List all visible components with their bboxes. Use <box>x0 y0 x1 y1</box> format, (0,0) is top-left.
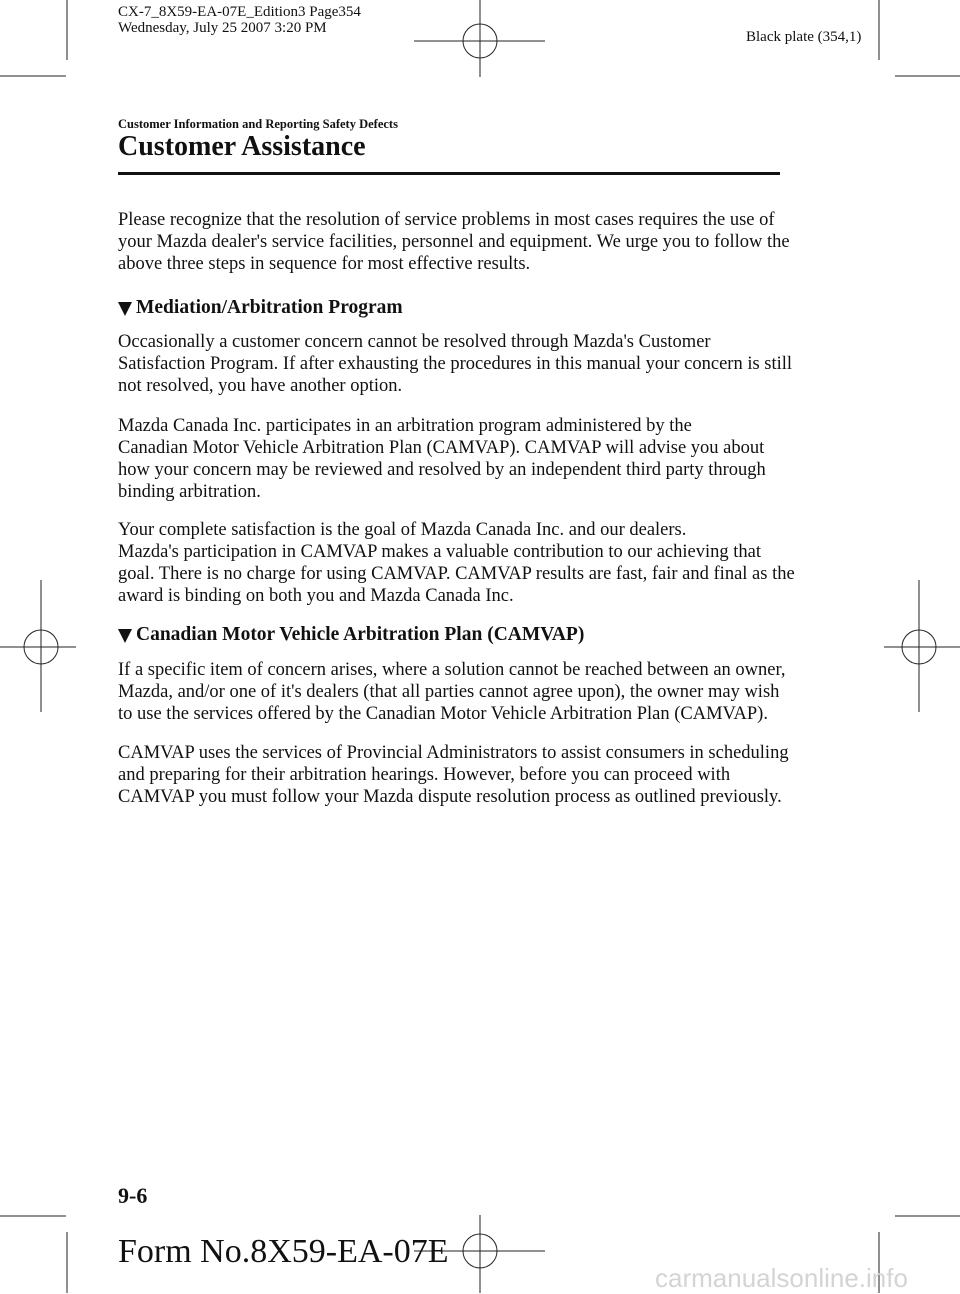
triangle-bullet-icon <box>118 302 132 316</box>
mediation-heading <box>118 297 403 319</box>
camvap-paragraph-2 <box>118 742 818 808</box>
text-line: Mazda Canada Inc. participates in an arbitration program administered by the <box>118 416 692 436</box>
text-line: CAMVAP you must follow your Mazda dispute resolution process as outlined previously. <box>118 787 782 807</box>
text-line: binding arbitration. <box>118 482 261 502</box>
mediation-paragraph-3 <box>118 519 818 607</box>
section-label: Customer Information and Reporting Safety Defects <box>118 117 398 131</box>
page-title: Customer Assistance <box>118 131 366 162</box>
text-line: how your concern may be reviewed and resolved by an independent third party through <box>118 460 766 480</box>
mediation-paragraph-1 <box>118 331 818 397</box>
triangle-bullet-icon <box>118 629 132 643</box>
mediation-heading-text: Mediation/Arbitration Program <box>136 297 403 318</box>
title-rule <box>118 172 780 175</box>
text-line: Occasionally a customer concern cannot be resolved through Mazda's Customer <box>118 332 711 352</box>
mediation-paragraph-2 <box>118 415 818 503</box>
text-line: Your complete satisfaction is the goal of Mazda Canada Inc. and our dealers. <box>118 520 687 540</box>
text-line: above three steps in sequence for most effective results. <box>118 254 531 274</box>
text-line: Please recognize that the resolution of service problems in most cases requires the use of <box>118 210 775 230</box>
text-line: your Mazda dealer's service facilities, personnel and equipment. We urge you to follow the <box>118 232 790 252</box>
camvap-paragraph-1 <box>118 659 818 725</box>
text-line: not resolved, you have another option. <box>118 376 403 396</box>
site-watermark: carmanualsonline.info <box>655 1263 908 1293</box>
text-line: Mazda, and/or one of it's dealers (that all parties cannot agree upon), the owner may wish <box>118 682 780 702</box>
print-date-line: Wednesday, July 25 2007 3:20 PM <box>118 20 327 36</box>
form-number: Form No.8X59-EA-07E <box>118 1233 449 1270</box>
text-line: Mazda's participation in CAMVAP makes a valuable contribution to our achieving that <box>118 542 761 562</box>
text-line: CAMVAP uses the services of Provincial Administrators to assist consumers in scheduling <box>118 743 789 763</box>
page-number: 9-6 <box>118 1183 148 1208</box>
camvap-heading-text: Canadian Motor Vehicle Arbitration Plan (CAMVAP) <box>136 624 585 645</box>
plate-label: Black plate (354,1) <box>746 29 862 45</box>
text-line: Canadian Motor Vehicle Arbitration Plan (CAMVAP). CAMVAP will advise you about <box>118 438 765 458</box>
text-line: If a specific item of concern arises, where a solution cannot be reached between an owner, <box>118 660 786 680</box>
text-line: and preparing for their arbitration hearings. However, before you can proceed with <box>118 765 731 785</box>
text-line: goal. There is no charge for using CAMVAP. CAMVAP results are fast, fair and final as the <box>118 564 795 584</box>
text-line: to use the services offered by the Canadian Motor Vehicle Arbitration Plan (CAMVAP). <box>118 704 768 724</box>
text-line: award is binding on both you and Mazda Canada Inc. <box>118 586 514 606</box>
text-line: Satisfaction Program. If after exhausting the procedures in this manual your concern is still <box>118 354 793 374</box>
camvap-heading <box>118 624 584 646</box>
print-job-line: CX-7_8X59-EA-07E_Edition3 Page354 <box>118 4 361 20</box>
intro-paragraph <box>118 209 818 275</box>
